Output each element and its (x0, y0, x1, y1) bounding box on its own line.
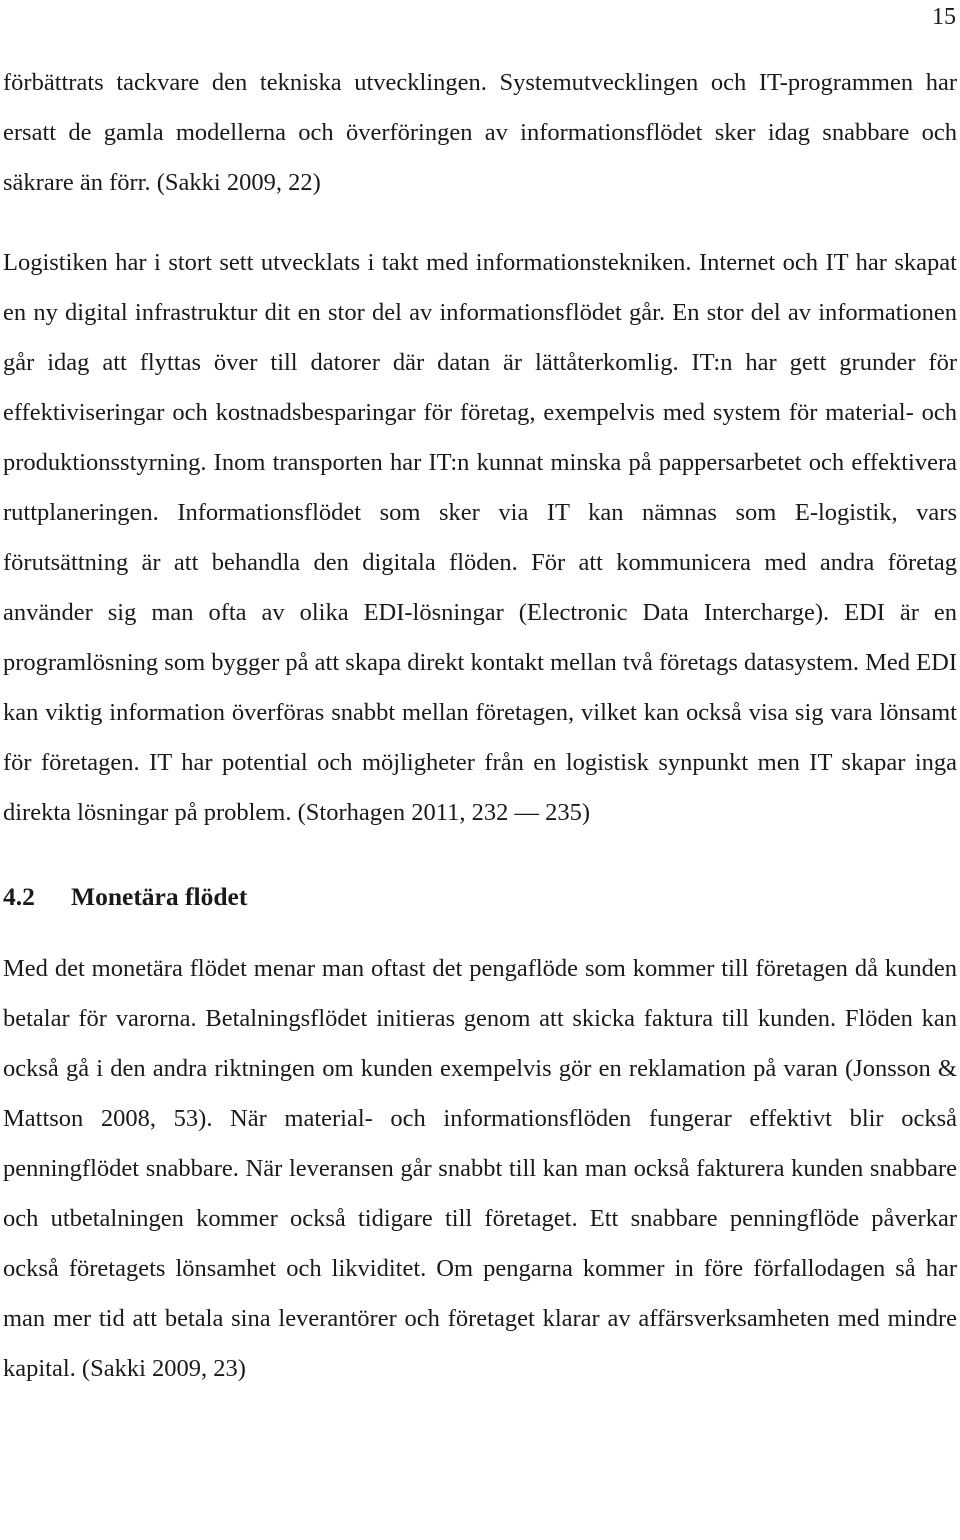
section-title: Monetära flödet (71, 882, 248, 911)
paragraph-intro-continuation: förbättrats tackvare den tekniska utvecklingen. Systemutvecklingen och IT-programmen har ersatt de gamla modellerna och överföringen av informationsflödet sker idag snabbare och säkrare än förr. (Sakki 2009, 22) (3, 69, 957, 196)
document-body (3, 58, 957, 1394)
page-number: 15 (932, 4, 956, 30)
section-heading (3, 872, 957, 922)
section-number: 4.2 (3, 882, 35, 911)
paragraph-logistics-it: Logistiken har i stort sett utvecklats i takt med informationstekniken. Internet och IT har skapat en ny digital infrastruktur dit en stor del av informationsflödet går. En stor del av informationen går idag att flyttas över till datorer där datan är lättåterkomlig. IT:n har gett grunder för effektiviseringar och kostnadsbesparingar för företag, exempelvis med system för material- och produktionsstyrning. Inom transporten har IT:n kunnat minska på pappersarbetet och effektivera ruttplaneringen. Informationsflödet som sker via IT kan nämnas som E-logistik, vars förutsättning är att behandla den digitala flöden. För att kommunicera med andra företag använder sig man ofta av olika EDI-lösningar (Electronic Data Intercharge). EDI är en programlösning som bygger på att skapa direkt kontakt mellan två företags datasystem. Med EDI kan viktig information överföras snabbt mellan företagen, vilket kan också visa sig vara lönsamt för företagen. IT har potential och möjligheter från en logistisk synpunkt men IT skapar inga direkta lösningar på problem. (Storhagen 2011, 232 — 235) (3, 249, 957, 826)
paragraph-monetary-flow: Med det monetära flödet menar man oftast det pengaflöde som kommer till företagen då kunden betalar för varorna. Betalningsflödet initieras genom att skicka faktura till kunden. Flöden kan också gå i den andra riktningen om kunden exempelvis gör en reklamation på varan (Jonsson & Mattson 2008, 53). När material- och informationsflöden fungerar effektivt blir också penningflödet snabbare. När leveransen går snabbt till kan man också fakturera kunden snabbare och utbetalningen kommer också tidigare till företaget. Ett snabbare penningflöde påverkar också företagets lönsamhet och likviditet. Om pengarna kommer in före förfallodagen så har man mer tid att betala sina leverantörer och företaget klarar av affärsverksamheten med mindre kapital. (Sakki 2009, 23) (3, 955, 957, 1382)
